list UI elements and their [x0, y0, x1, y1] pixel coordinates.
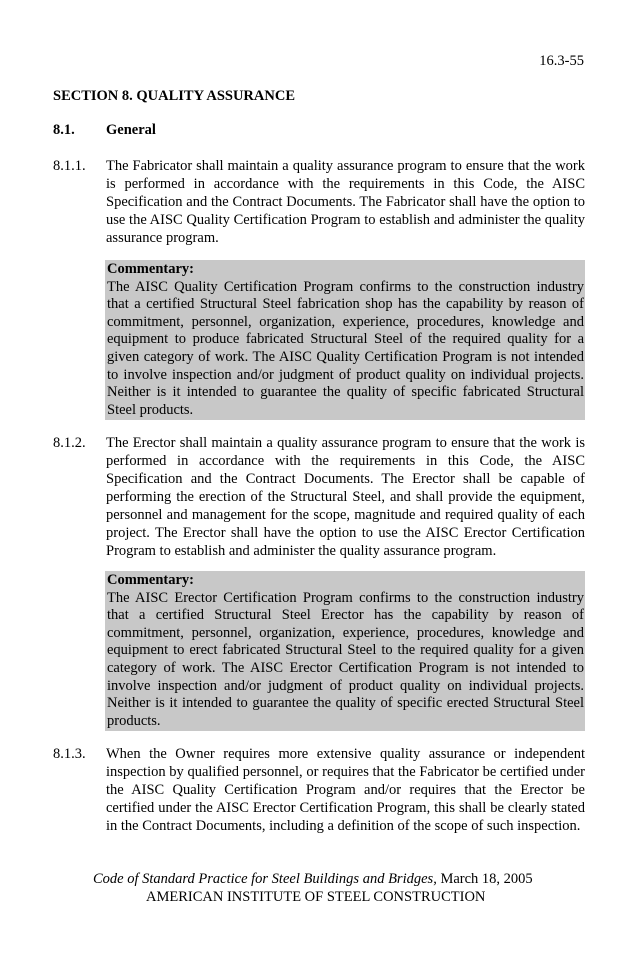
clause-8-1-2 — [53, 434, 585, 560]
subsection-number: 8.1. — [53, 122, 75, 138]
page-number: 16.3-55 — [539, 53, 584, 69]
footer-organization: AMERICAN INSTITUTE OF STEEL CONSTRUCTION — [146, 889, 486, 905]
clause-8-1-1 — [53, 157, 585, 247]
subsection-heading — [53, 122, 156, 139]
page-footer — [0, 870, 638, 906]
clause-number: 8.1.2. — [53, 435, 86, 451]
clause-text: The Erector shall maintain a quality assurance program to ensure that the work is performed in accordance with the requirements in this Code, the AISC Specification and the Contract Documents. The Erector shall be capable of performing the erection of the Structural Steel, and shall provide the equipment, personnel and management for the scope, magnitude and required quality of each project. The Erector shall have the option to use the AISC Erector Certification Program to establish and administer the quality assurance program. — [106, 435, 585, 559]
commentary-box — [105, 260, 585, 420]
footer-date: , March 18, 2005 — [433, 871, 533, 887]
subsection-title: General — [106, 122, 156, 138]
clause-text: The Fabricator shall maintain a quality assurance program to ensure that the work is performed in accordance with the requirements in this Code, the AISC Specification and the Contract Documents. The Fabricator shall have the option to use the AISC Quality Certification Program to establish and administer the quality assurance program. — [106, 158, 585, 246]
commentary-text: The AISC Quality Certification Program confirms to the construction industry that a certified Structural Steel fabrication shop has the capability by reason of commitment, personnel, organization, experience, procedures, knowledge and equipment to produce fabricated Structural Steel of the required quality for a given category of work. The AISC Quality Certification Program is not intended to involve inspection and/or judgment of product quality on individual projects. Neither is it intended to guarantee the quality of specific fabricated Structural Steel products. — [107, 278, 584, 418]
commentary-box — [105, 571, 585, 731]
commentary-label: Commentary: — [107, 261, 194, 277]
clause-text: When the Owner requires more extensive quality assurance or independent inspection by qualified personnel, or requires that the Fabricator be certified under the AISC Quality Certification Program and/or requires that the Erector be certified under the AISC Erector Certification Program, this shall be clearly stated in the Contract Documents, including a definition of the scope of such inspection. — [106, 746, 585, 834]
footer-code-title: Code of Standard Practice for Steel Buildings and Bridges — [93, 871, 434, 887]
commentary-text: The AISC Erector Certification Program confirms to the construction industry that a certified Structural Steel Erector has the capability by reason of commitment, personnel, organization, experience, procedures, knowledge and equipment to erect fabricated Structural Steel to the required quality for a given category of work. The AISC Erector Certification Program is not intended to involve inspection and/or judgment of product quality on individual projects. Neither is it intended to guarantee the quality of specific erected Structural Steel products. — [107, 589, 584, 729]
footer-citation — [0, 870, 638, 888]
section-title: SECTION 8. QUALITY ASSURANCE — [53, 88, 295, 104]
clause-8-1-3 — [53, 745, 585, 835]
clause-number: 8.1.1. — [53, 158, 86, 174]
commentary-label: Commentary: — [107, 572, 194, 588]
clause-number: 8.1.3. — [53, 746, 86, 762]
